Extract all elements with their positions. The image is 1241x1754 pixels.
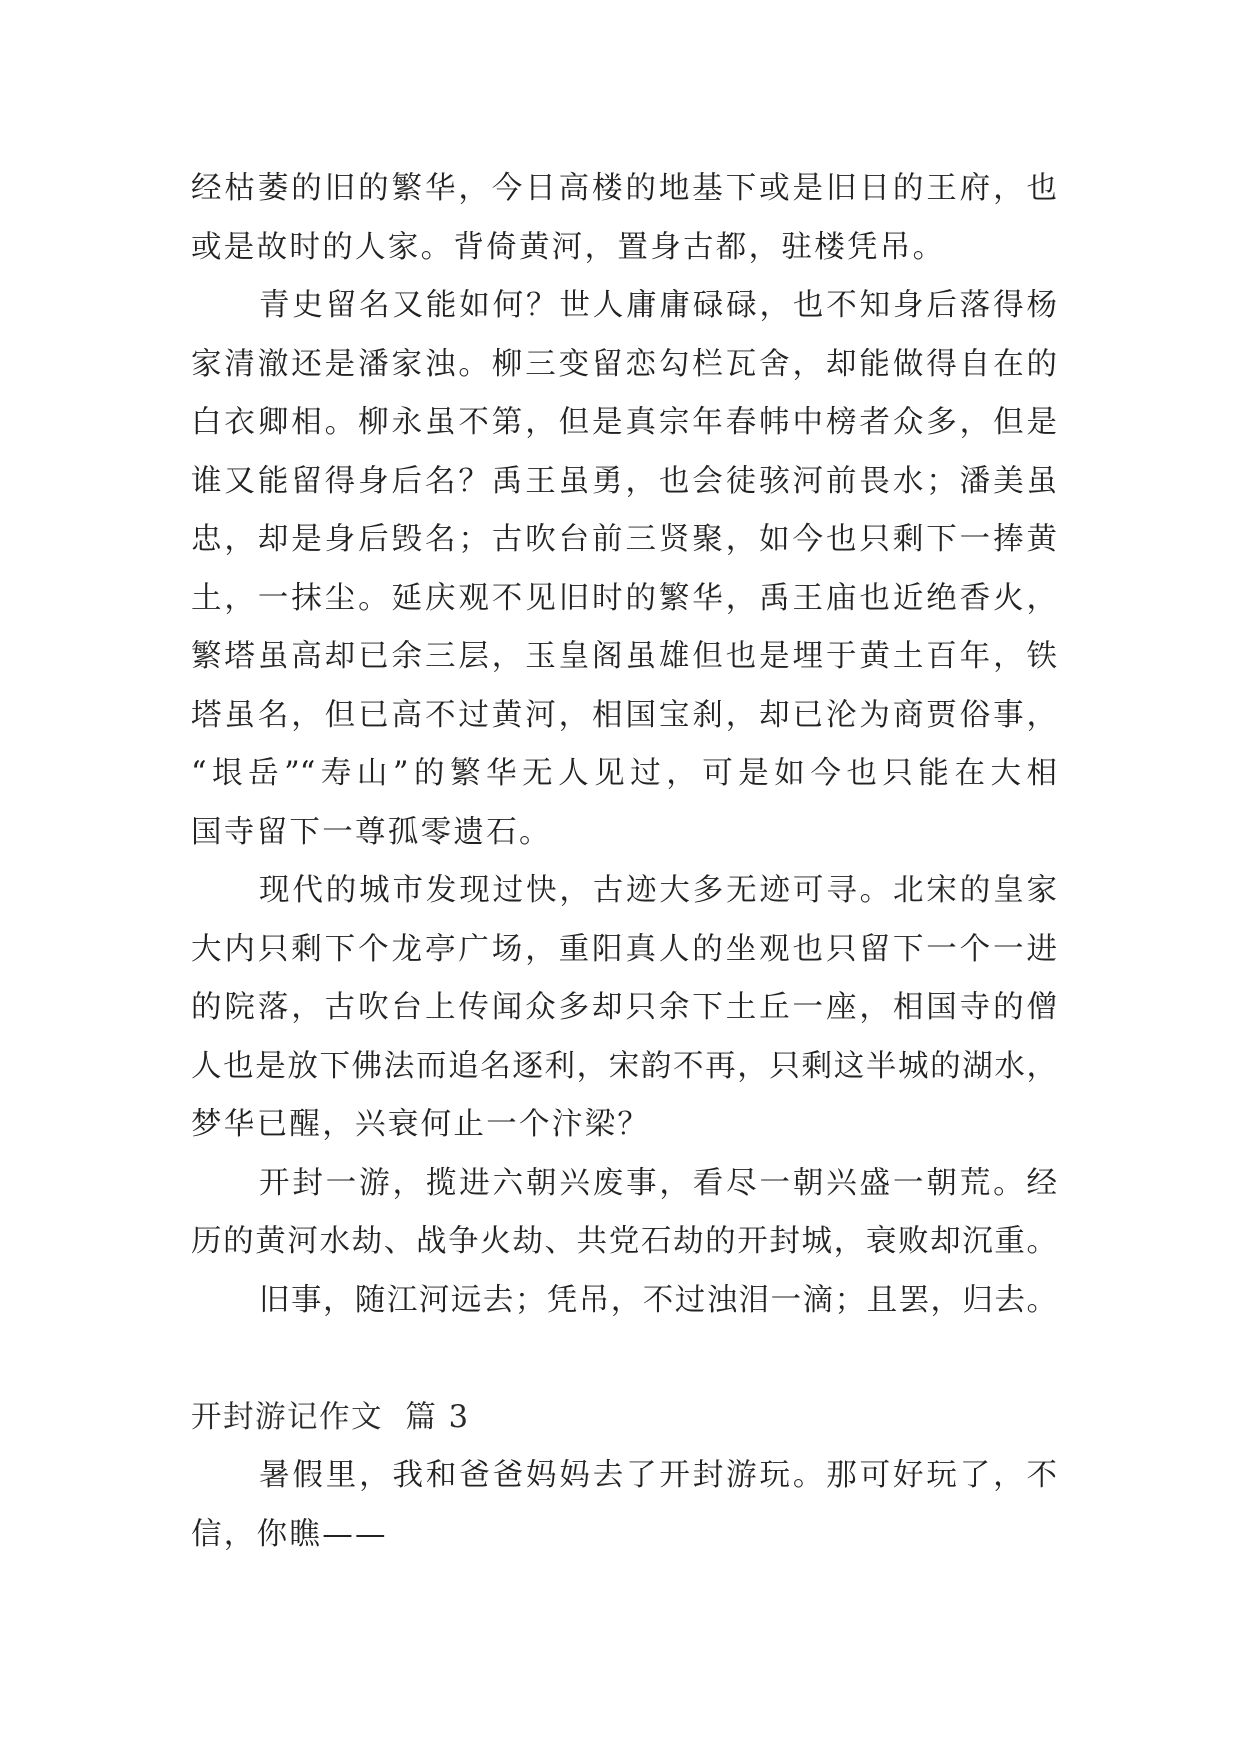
text-line: 国寺留下一尊孤零遗石。	[191, 814, 552, 850]
text-line: 白衣卿相。柳永虽不第，但是真宗年春帏中榜者众多，但是	[191, 405, 1057, 440]
text-line: 经枯萎的旧的繁华，今日高楼的地基下或是旧日的王府，也	[191, 171, 1057, 206]
text-line: “垠岳”“寿山”的繁华无人见过，可是如今也只能在大相	[191, 756, 1057, 791]
paragraph	[191, 862, 1057, 1155]
text-line: 土，一抹尘。延庆观不见旧时的繁华，禹王庙也近绝香火，	[191, 580, 1057, 616]
text-line: 开封一游，揽进六朝兴废事，看尽一朝兴盛一朝荒。经	[259, 1165, 1057, 1201]
paragraph	[191, 277, 1057, 862]
document-page	[191, 160, 1057, 1564]
text-line: 塔虽名，但已高不过黄河，相国宝刹，却已沦为商贾俗事，	[191, 697, 1057, 733]
section-heading: 开封游记作文 篇 3	[191, 1399, 470, 1435]
text-line: 暑假里，我和爸爸妈妈去了开封游玩。那可好玩了，不	[259, 1458, 1057, 1493]
paragraph	[191, 1447, 1057, 1564]
text-line: 繁塔虽高却已余三层，玉皇阁虽雄但也是埋于黄土百年，铁	[191, 639, 1057, 674]
text-line: 大内只剩下个龙亭广场，重阳真人的坐观也只留下一个一进	[191, 931, 1057, 967]
text-line: 忠，却是身后毁名；古吹台前三贤聚，如今也只剩下一捧黄	[191, 522, 1057, 557]
blank-line	[191, 1330, 1057, 1389]
paragraph	[191, 160, 1057, 277]
text-line: 谁又能留得身后名？禹王虽勇，也会徒骇河前畏水；潘美虽	[191, 463, 1057, 499]
text-line: 信，你瞧——	[191, 1516, 388, 1552]
text-line: 现代的城市发现过快，古迹大多无迹可寻。北宋的皇家	[259, 873, 1057, 908]
paragraph	[191, 1155, 1057, 1272]
text-line: 或是故时的人家。背倚黄河，置身古都，驻楼凭吊。	[191, 229, 946, 265]
paragraph	[191, 1272, 1057, 1331]
text-line: 的院落，古吹台上传闻众多却只余下土丘一座，相国寺的僧	[191, 990, 1057, 1025]
text-line: 青史留名又能如何？世人庸庸碌碌，也不知身后落得杨	[259, 288, 1057, 323]
text-line: 人也是放下佛法而追名逐利，宋韵不再，只剩这半城的湖水，	[191, 1048, 1057, 1084]
text-line: 家清澈还是潘家浊。柳三变留恋勾栏瓦舍，却能做得自在的	[191, 346, 1057, 382]
text-line: 历的黄河水劫、战争火劫、共党石劫的开封城，衰败却沉重。	[191, 1224, 1057, 1259]
text-line: 梦华已醒，兴衰何止一个汴梁？	[191, 1107, 651, 1142]
text-line: 旧事，随江河远去；凭吊，不过浊泪一滴；且罢，归去。	[259, 1282, 1057, 1318]
